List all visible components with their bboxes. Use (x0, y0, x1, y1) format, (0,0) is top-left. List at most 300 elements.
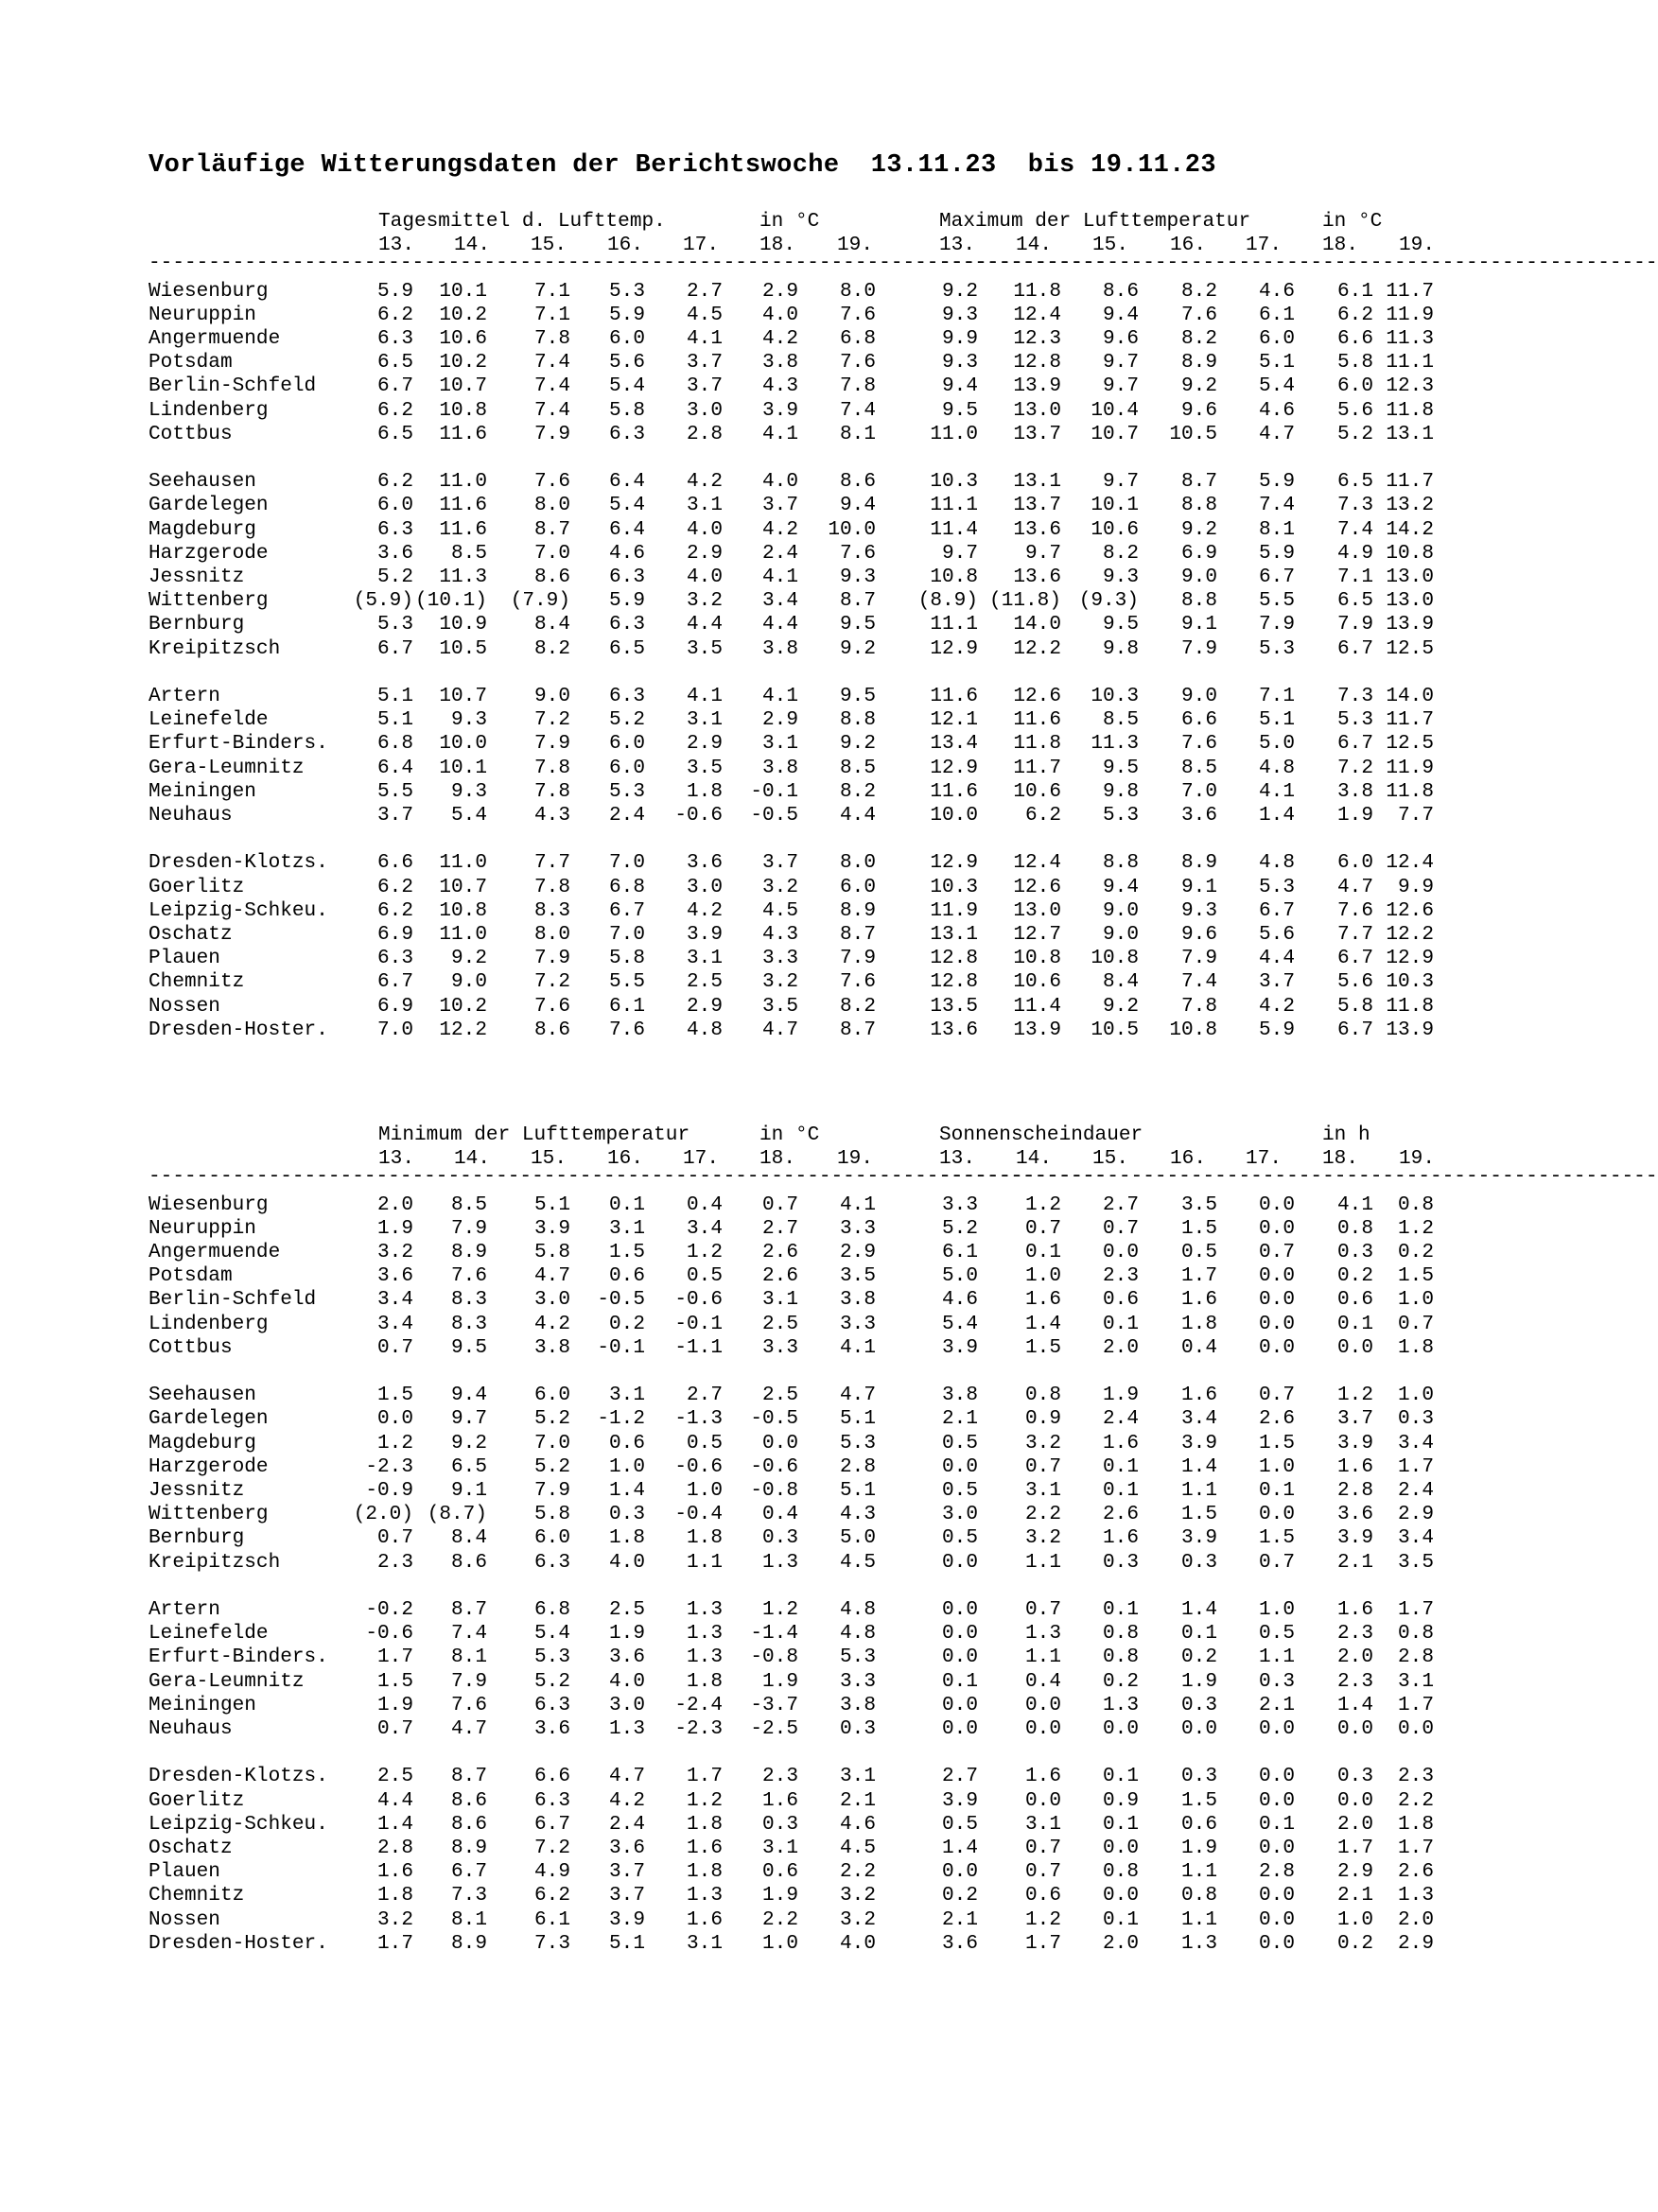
sun-value: 0.5 (942, 1526, 978, 1550)
day-header: 15. (1092, 234, 1128, 257)
day-header: 19. (837, 1147, 873, 1171)
min-value: 4.8 (840, 1598, 876, 1621)
mean-value: 7.4 (534, 398, 570, 422)
max-value: 10.8 (1386, 541, 1434, 565)
mean-value: 9.5 (840, 685, 876, 707)
day-header: 14. (1016, 234, 1052, 257)
mean-value: 2.4 (609, 804, 645, 827)
sun-value: 1.1 (1259, 1646, 1295, 1669)
max-value: 8.6 (1103, 279, 1139, 303)
mean-value: 4.1 (762, 685, 798, 707)
max-value: 12.4 (1013, 303, 1061, 326)
mean-value: 4.1 (687, 327, 723, 350)
mean-value: 5.9 (377, 279, 413, 303)
day-header: 19. (1399, 1147, 1435, 1171)
max-value: 5.8 (1337, 994, 1373, 1018)
mean-value: 8.7 (840, 1018, 876, 1041)
day-header: 13. (939, 234, 975, 257)
mean-value: 6.0 (840, 875, 876, 898)
max-value: 9.2 (1103, 994, 1139, 1018)
min-value: 5.2 (534, 1669, 570, 1693)
min-value: 3.9 (534, 1216, 570, 1240)
mean-value: 8.5 (451, 541, 487, 565)
mean-value: 6.2 (377, 398, 413, 422)
mean-value: 8.4 (534, 613, 570, 636)
mean-value: 5.4 (451, 804, 487, 827)
min-value: 1.5 (377, 1669, 413, 1693)
sun-value: 1.3 (1103, 1693, 1139, 1716)
sun-value: 3.7 (1337, 1407, 1373, 1431)
min-value: 3.3 (762, 1335, 798, 1359)
max-value: 11.4 (1013, 994, 1061, 1018)
min-value: 1.5 (609, 1241, 645, 1263)
max-value: 10.1 (1091, 494, 1139, 517)
mean-value: 3.8 (762, 351, 798, 374)
max-value: 10.6 (1091, 517, 1139, 541)
sun-value: 1.5 (1398, 1264, 1434, 1288)
mean-value: 6.0 (609, 756, 645, 779)
max-value: 11.7 (1013, 756, 1061, 779)
sun-value: 0.3 (1181, 1765, 1217, 1788)
sun-value: 1.7 (1025, 1931, 1061, 1955)
min-value: 7.6 (451, 1264, 487, 1288)
max-value: 9.7 (942, 541, 978, 565)
mean-value: 4.2 (687, 898, 723, 922)
station-name: Wiesenburg (148, 1193, 269, 1216)
max-value: 10.6 (1013, 970, 1061, 994)
page-title: Vorläufige Witterungsdaten der Berichtswoche 13.11.23 bis 19.11.23 (148, 151, 1216, 180)
min-value: 9.2 (451, 1431, 487, 1454)
min-value: 4.0 (840, 1931, 876, 1955)
sun-value: 0.0 (1103, 1884, 1139, 1907)
mean-value: 10.0 (439, 732, 487, 756)
max-value: 10.3 (1386, 970, 1434, 994)
mean-value: 7.0 (609, 923, 645, 946)
mean-value: 6.3 (609, 566, 645, 588)
sun-value: 3.3 (942, 1193, 978, 1216)
min-value: 3.3 (840, 1312, 876, 1335)
min-value: 2.5 (762, 1312, 798, 1335)
sun-value: 3.8 (942, 1384, 978, 1407)
sun-value: 3.2 (1025, 1431, 1061, 1454)
sun-value: 1.1 (1181, 1479, 1217, 1502)
sun-value: 1.3 (1025, 1622, 1061, 1646)
min-value: 3.7 (609, 1860, 645, 1884)
day-header: 15. (1092, 1147, 1128, 1171)
mean-value: 11.0 (439, 470, 487, 494)
min-value: 5.1 (534, 1193, 570, 1216)
mean-value: 8.1 (840, 422, 876, 445)
min-value: 5.4 (534, 1622, 570, 1646)
mean-value: 6.1 (609, 994, 645, 1018)
max-value: 12.9 (930, 756, 978, 779)
max-value: 12.4 (1013, 851, 1061, 875)
max-value: 5.9 (1259, 470, 1295, 494)
min-value: 5.3 (840, 1646, 876, 1669)
sun-value: 0.7 (1103, 1216, 1139, 1240)
min-value: 1.7 (687, 1765, 723, 1788)
sun-value: 0.0 (1025, 1788, 1061, 1812)
station-name: Dresden-Hoster. (148, 1018, 328, 1041)
max-value: 12.2 (1386, 923, 1434, 946)
mean-value: 5.8 (609, 947, 645, 970)
sun-value: 0.0 (1181, 1717, 1217, 1740)
sun-value: 1.7 (1398, 1454, 1434, 1478)
sun-value: 0.8 (1103, 1646, 1139, 1669)
mean-value: 8.7 (534, 517, 570, 541)
max-value: 6.7 (1259, 898, 1295, 922)
mean-value: 3.8 (762, 636, 798, 660)
station-name: Dresden-Klotzs. (148, 851, 328, 875)
min-value: -0.1 (674, 1312, 723, 1335)
min-value: 2.6 (762, 1264, 798, 1288)
min-value: 5.1 (840, 1479, 876, 1502)
min-value: 4.1 (840, 1193, 876, 1216)
day-header: 13. (939, 1147, 975, 1171)
mean-value: (10.1) (415, 589, 487, 613)
max-value: 5.6 (1337, 398, 1373, 422)
sun-value: 1.6 (1103, 1431, 1139, 1454)
station-name: Erfurt-Binders. (148, 1646, 328, 1669)
max-value: 8.5 (1103, 708, 1139, 732)
max-value: 9.2 (1181, 374, 1217, 398)
mean-value: 2.4 (762, 541, 798, 565)
station-name: Kreipitzsch (148, 636, 281, 660)
station-name: Lindenberg (148, 398, 269, 422)
sun-value: 1.7 (1398, 1598, 1434, 1621)
mean-value: 6.7 (377, 636, 413, 660)
sun-value: 1.8 (1398, 1335, 1434, 1359)
mean-value: 7.1 (534, 303, 570, 326)
min-value: 0.0 (762, 1431, 798, 1454)
mean-value: 3.1 (687, 494, 723, 517)
min-value: 0.4 (687, 1193, 723, 1216)
max-value: 4.2 (1259, 994, 1295, 1018)
sun-value: 1.1 (1025, 1646, 1061, 1669)
max-value: 9.3 (1181, 898, 1217, 922)
min-value: 2.5 (609, 1598, 645, 1621)
sun-value: 0.0 (1259, 1717, 1295, 1740)
min-value: 6.0 (534, 1526, 570, 1550)
mean-value: 8.3 (534, 898, 570, 922)
mean-value: 8.6 (534, 566, 570, 588)
max-value: 11.6 (930, 685, 978, 707)
max-value: 6.7 (1259, 566, 1295, 588)
min-value: 2.7 (762, 1216, 798, 1240)
min-value: 1.2 (687, 1241, 723, 1263)
sun-value: 0.4 (1181, 1335, 1217, 1359)
max-value: 11.8 (1386, 779, 1434, 803)
sun-value: 0.8 (1025, 1384, 1061, 1407)
mean-value: 8.2 (840, 994, 876, 1018)
mean-value: 3.2 (762, 875, 798, 898)
sun-value: 0.2 (1103, 1669, 1139, 1693)
station-name: Seehausen (148, 1384, 256, 1407)
sun-value: 1.4 (1181, 1598, 1217, 1621)
mean-value: 6.0 (609, 732, 645, 756)
sun-value: 3.9 (942, 1335, 978, 1359)
min-value: 1.8 (609, 1526, 645, 1550)
max-value: 5.3 (1103, 804, 1139, 827)
min-value: 9.5 (451, 1335, 487, 1359)
sun-value: 3.0 (942, 1503, 978, 1526)
mean-value: 6.3 (377, 947, 413, 970)
min-value: -3.7 (750, 1693, 798, 1716)
max-value: 10.7 (1091, 422, 1139, 445)
sun-unit: in h (1322, 1123, 1370, 1146)
max-value: 13.0 (1386, 566, 1434, 588)
max-value: 10.5 (1169, 422, 1217, 445)
min-value: 5.3 (534, 1646, 570, 1669)
sun-value: 2.7 (1103, 1193, 1139, 1216)
sun-value: 2.8 (1398, 1646, 1434, 1669)
min-value: 1.7 (377, 1646, 413, 1669)
max-value: 7.8 (1181, 994, 1217, 1018)
min-value: 9.4 (451, 1384, 487, 1407)
max-value: 12.7 (1013, 923, 1061, 946)
min-value: 1.3 (687, 1598, 723, 1621)
max-value: 12.9 (1386, 947, 1434, 970)
max-value: 13.0 (1386, 589, 1434, 613)
sun-value: 1.4 (1181, 1454, 1217, 1478)
min-value: 8.1 (451, 1646, 487, 1669)
mean-value: 7.9 (840, 947, 876, 970)
station-name: Angermuende (148, 327, 281, 350)
max-value: 12.8 (930, 970, 978, 994)
min-value: 8.7 (451, 1765, 487, 1788)
max-value: 11.9 (1386, 303, 1434, 326)
min-value: 8.6 (451, 1788, 487, 1812)
mean-value: 7.6 (840, 303, 876, 326)
mean-value: 3.2 (762, 970, 798, 994)
mean-value: 7.6 (534, 470, 570, 494)
max-value: 7.9 (1259, 613, 1295, 636)
max-value: 11.9 (1386, 756, 1434, 779)
station-name: Goerlitz (148, 875, 245, 898)
sun-value: 0.5 (942, 1812, 978, 1836)
sun-value: 3.5 (1181, 1193, 1217, 1216)
sun-value: 3.2 (1025, 1526, 1061, 1550)
sun-value: 0.2 (1398, 1241, 1434, 1263)
sun-value: 0.0 (1259, 1288, 1295, 1312)
min-value: 3.1 (762, 1288, 798, 1312)
mean-value: 2.9 (762, 279, 798, 303)
min-value: 0.6 (609, 1431, 645, 1454)
mean-value: 10.2 (439, 303, 487, 326)
max-value: 9.7 (1103, 374, 1139, 398)
max-value: 11.6 (930, 779, 978, 803)
sun-value: 3.5 (1398, 1550, 1434, 1574)
mean-value: 7.8 (840, 374, 876, 398)
min-value: 1.2 (687, 1788, 723, 1812)
mean-value: 8.6 (840, 470, 876, 494)
mean-value: 5.4 (609, 494, 645, 517)
sun-value: 1.3 (1398, 1884, 1434, 1907)
mean-value: 4.0 (762, 303, 798, 326)
sun-value: 1.4 (942, 1837, 978, 1859)
min-value: 8.6 (451, 1550, 487, 1574)
station-name: Gardelegen (148, 494, 269, 517)
min-value: 2.1 (840, 1788, 876, 1812)
sun-value: 1.0 (1398, 1288, 1434, 1312)
max-value: 13.0 (1013, 898, 1061, 922)
min-value: 2.6 (762, 1241, 798, 1263)
min-value: 4.7 (534, 1264, 570, 1288)
max-value: 9.3 (942, 303, 978, 326)
sun-value: 0.0 (1259, 1312, 1295, 1335)
station-name: Artern (148, 685, 220, 707)
max-value: 13.6 (1013, 566, 1061, 588)
min-value: 2.3 (762, 1765, 798, 1788)
mean-value: 6.0 (377, 494, 413, 517)
sun-value: 3.1 (1025, 1812, 1061, 1836)
min-value: 8.1 (451, 1907, 487, 1931)
station-name: Chemnitz (148, 1884, 245, 1907)
min-value: 3.6 (609, 1837, 645, 1859)
sun-value: 0.0 (1259, 1765, 1295, 1788)
min-value: 4.0 (609, 1550, 645, 1574)
sun-value: 0.1 (1103, 1312, 1139, 1335)
max-value: 8.4 (1103, 970, 1139, 994)
mean-value: 8.2 (534, 636, 570, 660)
station-name: Neuhaus (148, 804, 233, 827)
sun-value: 0.2 (1337, 1931, 1373, 1955)
max-value: 9.4 (942, 374, 978, 398)
min-value: 1.3 (762, 1550, 798, 1574)
min-value: -0.1 (597, 1335, 645, 1359)
sun-value: 0.0 (1259, 1931, 1295, 1955)
min-value: 0.7 (377, 1526, 413, 1550)
max-value: 7.6 (1337, 898, 1373, 922)
station-name: Potsdam (148, 1264, 233, 1288)
min-value: -1.1 (674, 1335, 723, 1359)
min-value: -1.4 (750, 1622, 798, 1646)
sun-value: 0.3 (1337, 1241, 1373, 1263)
sun-value: 0.3 (1259, 1669, 1295, 1693)
min-value: 7.2 (534, 1837, 570, 1859)
max-value: 8.1 (1259, 517, 1295, 541)
max-value: 6.2 (1337, 303, 1373, 326)
sun-value: 1.7 (1181, 1264, 1217, 1288)
max-value: 7.9 (1181, 636, 1217, 660)
sun-value: 0.7 (1398, 1312, 1434, 1335)
mean-value: 5.3 (377, 613, 413, 636)
min-value: 8.3 (451, 1312, 487, 1335)
min-value: 8.5 (451, 1193, 487, 1216)
max-value: 10.6 (1013, 779, 1061, 803)
mean-value: 10.1 (439, 279, 487, 303)
min-value: 7.9 (534, 1479, 570, 1502)
sun-value: 3.9 (1181, 1526, 1217, 1550)
max-value: 7.3 (1337, 685, 1373, 707)
sun-value: 0.0 (1337, 1717, 1373, 1740)
min-value: 2.2 (840, 1860, 876, 1884)
min-value: 3.7 (609, 1884, 645, 1907)
max-value: 6.5 (1337, 589, 1373, 613)
max-unit: in °C (1322, 210, 1383, 233)
max-value: 10.3 (930, 875, 978, 898)
min-value: 8.9 (451, 1931, 487, 1955)
sun-value: 2.1 (1337, 1884, 1373, 1907)
sun-value: 0.0 (1259, 1884, 1295, 1907)
mean-value: 6.9 (377, 994, 413, 1018)
sun-value: 1.9 (1181, 1669, 1217, 1693)
mean-value: 3.2 (687, 589, 723, 613)
mean-value: 7.6 (840, 351, 876, 374)
max-value: 8.2 (1103, 541, 1139, 565)
mean-value: 11.0 (439, 923, 487, 946)
sun-value: 3.9 (942, 1788, 978, 1812)
sun-value: 1.2 (1337, 1384, 1373, 1407)
mean-value: 6.4 (377, 756, 413, 779)
min-value: -0.6 (674, 1454, 723, 1478)
mean-value: 4.2 (762, 517, 798, 541)
mean-value: 5.1 (377, 708, 413, 732)
mean-value: 5.2 (377, 566, 413, 588)
mean-value: 8.5 (840, 756, 876, 779)
min-value: 3.0 (534, 1288, 570, 1312)
max-value: 11.1 (930, 494, 978, 517)
mean-value: 9.5 (840, 613, 876, 636)
min-value: 3.8 (840, 1693, 876, 1716)
station-name: Neuruppin (148, 1216, 256, 1240)
station-name: Plauen (148, 1860, 220, 1884)
max-value: 12.6 (1013, 875, 1061, 898)
mean-value: 4.1 (762, 566, 798, 588)
max-value: 11.9 (930, 898, 978, 922)
sun-value: 0.5 (942, 1479, 978, 1502)
sun-value: 1.7 (1398, 1693, 1434, 1716)
sun-value: 0.1 (1103, 1765, 1139, 1788)
min-value: 2.2 (762, 1907, 798, 1931)
mean-value: 6.3 (609, 613, 645, 636)
sun-value: 3.1 (1025, 1479, 1061, 1502)
sun-value: 0.3 (1103, 1550, 1139, 1574)
sun-value: 0.1 (1103, 1812, 1139, 1836)
min-value: 3.5 (840, 1264, 876, 1288)
max-value: 5.6 (1337, 970, 1373, 994)
station-name: Dresden-Klotzs. (148, 1765, 328, 1788)
mean-value: 6.2 (377, 875, 413, 898)
sun-value: 0.0 (942, 1693, 978, 1716)
mean-value: 12.2 (439, 1018, 487, 1041)
mean-value: 7.8 (534, 327, 570, 350)
mean-value: 6.8 (377, 732, 413, 756)
max-value: 10.3 (930, 470, 978, 494)
sun-value: 1.2 (1398, 1216, 1434, 1240)
min-value: 7.4 (451, 1622, 487, 1646)
min-unit: in °C (759, 1123, 820, 1146)
max-value: 5.3 (1337, 708, 1373, 732)
mean-value: 8.7 (840, 589, 876, 613)
max-value: 9.3 (1103, 566, 1139, 588)
sun-value: 0.7 (1025, 1454, 1061, 1478)
station-name: Angermuende (148, 1241, 281, 1263)
min-value: 3.1 (840, 1765, 876, 1788)
max-value: 6.0 (1337, 851, 1373, 875)
mean-value: 5.9 (609, 589, 645, 613)
mean-value: -0.1 (750, 779, 798, 803)
mean-value: (5.9) (353, 589, 413, 613)
max-value: 5.6 (1259, 923, 1295, 946)
max-value: 6.7 (1337, 947, 1373, 970)
mean-value: 1.8 (687, 779, 723, 803)
day-header: 19. (837, 234, 873, 257)
min-value: 1.8 (687, 1526, 723, 1550)
max-value: 3.8 (1337, 779, 1373, 803)
mean-value: 9.3 (451, 779, 487, 803)
station-name: Lindenberg (148, 1312, 269, 1335)
